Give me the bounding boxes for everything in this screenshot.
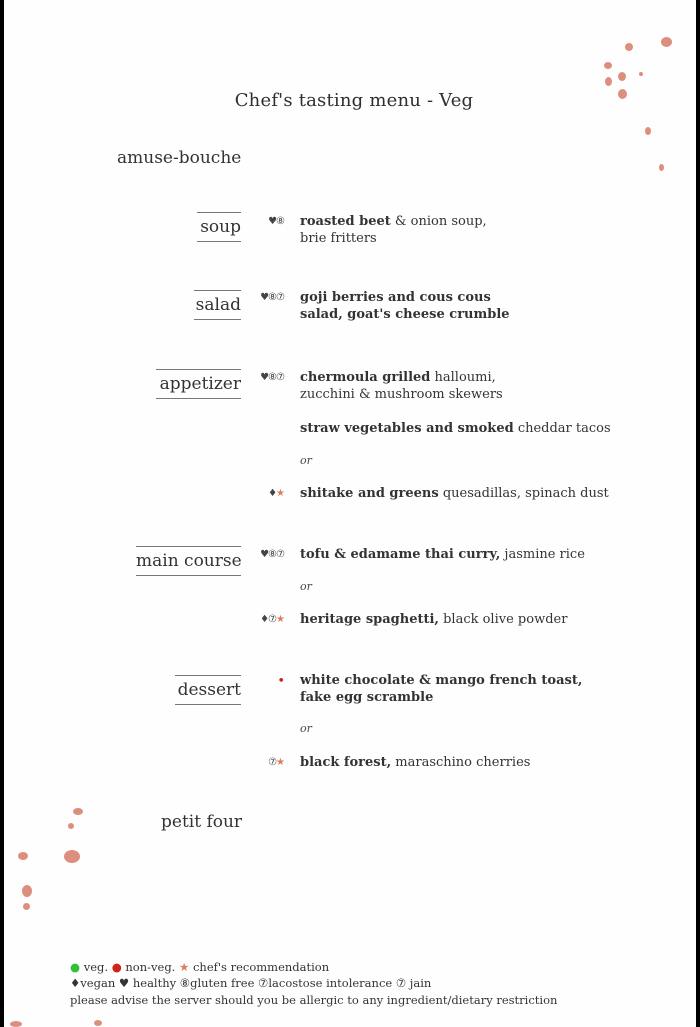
- petal-decoration: [661, 37, 672, 47]
- petal-decoration: [645, 127, 651, 135]
- legend-line-2: ♦vegan ♥ healthy ⑧gluten free ⑦lacostose intolerance ⑦ jain: [70, 976, 432, 990]
- appetizer-dish-1: [300, 369, 503, 403]
- dessert-dish-1: [300, 672, 582, 706]
- dish-bold: black forest,: [300, 755, 392, 770]
- course-soup: soup: [197, 212, 241, 242]
- dish-bold: salad, goat's cheese crumble: [300, 307, 510, 322]
- veg-dot-icon: ●: [70, 960, 81, 974]
- or-separator: or: [300, 454, 312, 467]
- course-dessert: dessert: [175, 675, 241, 705]
- course-amuse-bouche: amuse-bouche: [117, 148, 242, 168]
- legend-line-3: please advise the server should you be allergic to any ingredient/dietary restriction: [70, 993, 558, 1007]
- menu-title: Chef's tasting menu - Veg: [234, 90, 474, 111]
- main1-diet-icons: ♥⑧⑦: [260, 549, 284, 560]
- dish-text: cheddar tacos: [513, 421, 611, 436]
- or-separator: or: [300, 722, 312, 735]
- dish-text: brie fritters: [300, 231, 377, 246]
- star-icon: ★: [276, 614, 284, 625]
- petal-decoration: [94, 1020, 102, 1026]
- course-salad: salad: [194, 290, 241, 320]
- jain-icon: ⑦: [268, 757, 277, 768]
- petal-decoration: [639, 72, 643, 76]
- dish-bold: goji berries and cous cous: [300, 290, 491, 305]
- salad-diet-icons: ♥⑧⑦: [260, 292, 284, 303]
- dish-bold: straw vegetables and smoked: [300, 421, 514, 436]
- or-separator: or: [300, 580, 312, 593]
- petal-decoration: [604, 62, 612, 69]
- salad-dish: [300, 289, 510, 323]
- petal-decoration: [22, 885, 32, 897]
- dish-text: halloumi,: [430, 370, 496, 385]
- petal-decoration: [10, 1021, 22, 1027]
- star-icon: ★: [276, 757, 284, 768]
- petal-decoration: [625, 43, 633, 51]
- main-dish-1: [300, 546, 585, 563]
- dish-text: quesadillas, spinach dust: [438, 486, 609, 501]
- dish-bold: fake egg scramble: [300, 690, 434, 705]
- petal-decoration: [605, 77, 612, 86]
- appetizer3-diet-icons: [224, 488, 284, 499]
- legend-veg: veg.: [80, 960, 109, 974]
- nonveg-dot-icon: •: [277, 674, 284, 689]
- vegan-icon: ♦: [268, 488, 277, 499]
- legend-nonveg: non-veg.: [121, 960, 176, 974]
- petal-decoration: [18, 852, 28, 860]
- dessert-dish-2: [300, 754, 530, 771]
- course-main: main course: [136, 546, 241, 576]
- legend-line-1: [70, 960, 329, 974]
- star-icon: ★: [276, 488, 284, 499]
- main-dish-2: [300, 611, 567, 628]
- petal-decoration: [23, 903, 30, 910]
- course-appetizer: appetizer: [156, 369, 241, 399]
- vegan-icon: ♦⑦: [260, 614, 277, 625]
- dish-bold: roasted beet: [300, 214, 391, 229]
- petal-decoration: [68, 823, 74, 829]
- dessert2-diet-icons: [224, 757, 284, 768]
- petal-decoration: [73, 808, 83, 815]
- star-icon: ★: [179, 960, 190, 974]
- menu-page: [4, 0, 696, 1027]
- soup-diet-icons: ♥⑧: [268, 216, 284, 227]
- appetizer-dish-2: [300, 420, 611, 437]
- dish-text: maraschino cherries: [391, 755, 531, 770]
- dish-bold: chermoula grilled: [300, 370, 431, 385]
- petal-decoration: [64, 850, 80, 863]
- dish-text: zucchini & mushroom skewers: [300, 387, 503, 402]
- dish-text: & onion soup,: [390, 214, 487, 229]
- main2-diet-icons: [224, 614, 284, 625]
- dish-text: black olive powder: [438, 612, 568, 627]
- petal-decoration: [618, 72, 626, 81]
- dish-bold: shitake and greens: [300, 486, 439, 501]
- dish-text: jasmine rice: [500, 547, 585, 562]
- appetizer-diet-icons: ♥⑧⑦: [260, 372, 284, 383]
- nonveg-dot-icon: ●: [111, 960, 122, 974]
- appetizer-dish-3: [300, 485, 609, 502]
- petal-decoration: [659, 164, 664, 171]
- dish-bold: white chocolate & mango french toast,: [300, 673, 583, 688]
- dish-bold: heritage spaghetti,: [300, 612, 439, 627]
- soup-dish: [300, 213, 487, 247]
- legend-chef: chef's recommendation: [189, 960, 330, 974]
- course-petit-four: petit four: [161, 812, 243, 832]
- dish-bold: tofu & edamame thai curry,: [300, 547, 501, 562]
